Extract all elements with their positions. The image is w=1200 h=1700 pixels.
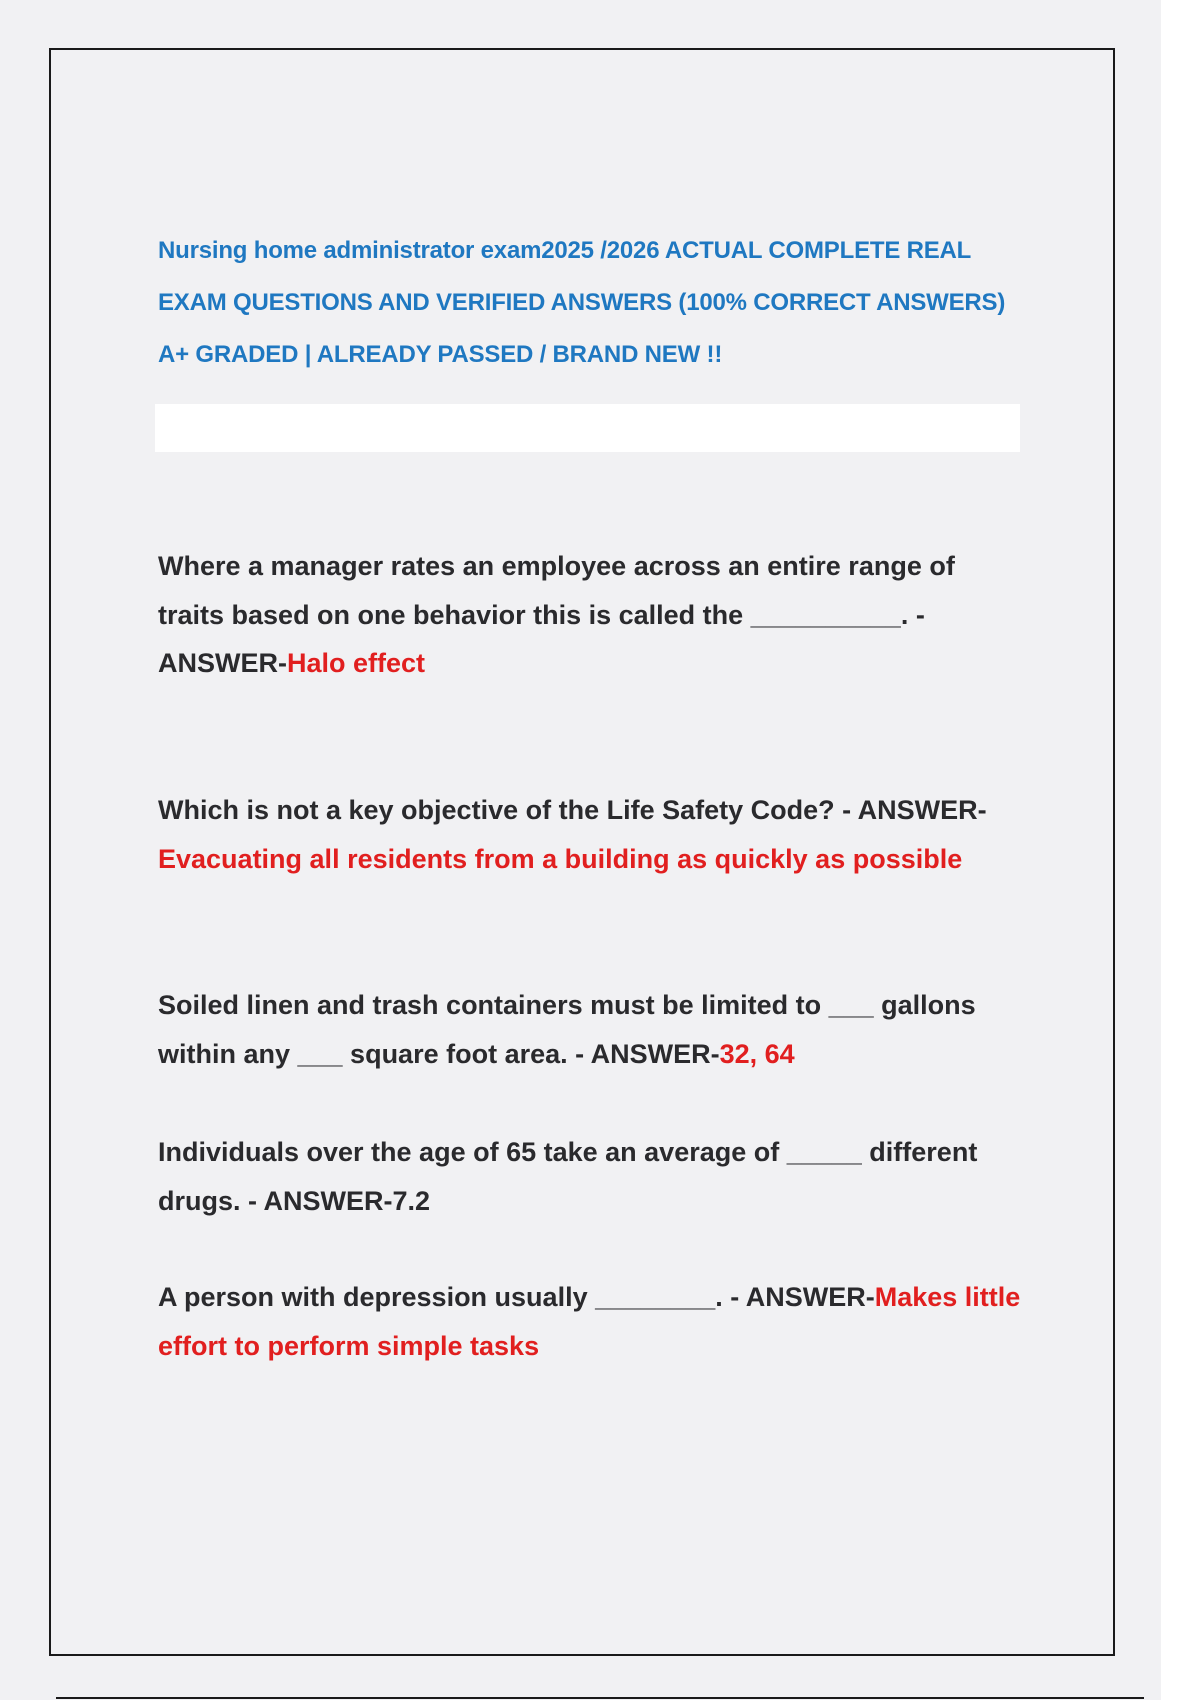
qa-item-life-safety-code — [158, 786, 1028, 883]
question-text: Soiled linen and trash containers must be limited to ___ gallons within any ___ square foot area. - ANSWER- — [158, 990, 976, 1069]
title-line-2: EXAM QUESTIONS AND VERIFIED ANSWERS (100% CORRECT ANSWERS) — [158, 289, 1006, 316]
viewer-side-strip — [1161, 0, 1200, 1700]
question-text: A person with depression usually ________. - ANSWER- — [158, 1282, 875, 1312]
blank-banner — [155, 404, 1020, 452]
answer-text: 32, 64 — [719, 1038, 795, 1069]
title-line-1: Nursing home administrator exam2025 /2026 ACTUAL COMPLETE REAL — [158, 237, 972, 264]
answer-text: Halo effect — [287, 648, 426, 678]
answer-text: Makes little effort to perform simple tasks — [158, 1282, 1021, 1361]
question-text: Which is not a key objective of the Life Safety Code? - ANSWER- — [158, 795, 987, 825]
document-title — [158, 225, 1038, 381]
answer-text: Evacuating all residents from a building as quickly as possible — [158, 843, 963, 874]
title-line-3: A+ GRADED | ALREADY PASSED / BRAND NEW !! — [158, 341, 723, 368]
qa-item-depression — [158, 1273, 1028, 1370]
next-page-top-edge — [56, 1697, 1144, 1699]
qa-item-soiled-linen — [158, 981, 1028, 1078]
qa-item-drug-average — [158, 1128, 1028, 1225]
qa-item-halo-effect — [158, 542, 1028, 688]
question-text: Individuals over the age of 65 take an average of _____ different drugs. - ANSWER-7.2 — [158, 1137, 978, 1216]
question-text: Where a manager rates an employee across an entire range of traits based on one behavior this is called the __________. - ANSWER- — [158, 551, 955, 678]
